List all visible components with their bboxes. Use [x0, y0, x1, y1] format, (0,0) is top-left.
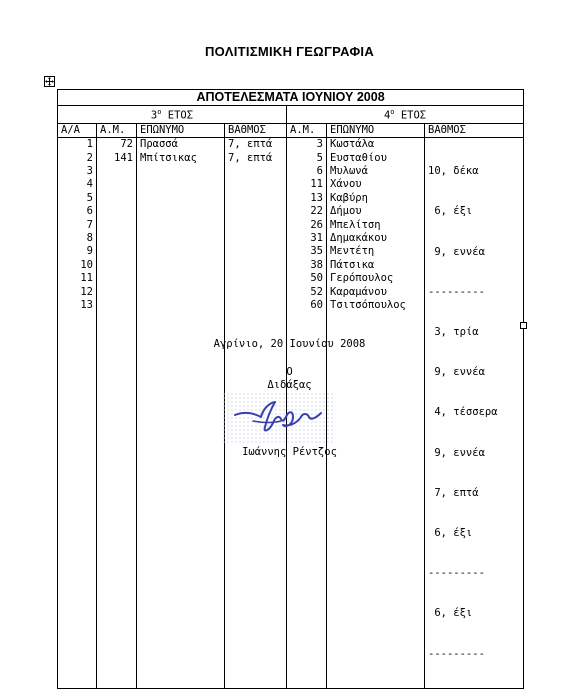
article-o: Ο: [286, 366, 293, 378]
grade-cell: 6, έξι: [428, 205, 473, 218]
year3-surname-column: [137, 138, 225, 688]
aa-cell: 1: [86, 138, 93, 151]
aa-cell: 10: [80, 258, 93, 271]
am-cell: 13: [310, 191, 323, 204]
col-header-grade: ΒΑΘΜΟΣ: [225, 123, 287, 137]
teacher-name: Ιωάννης Ρέντζος: [242, 446, 337, 458]
table-move-handle-icon[interactable]: [44, 76, 55, 87]
surname-cell: Μπίτσικας: [140, 151, 197, 164]
aa-cell: 5: [86, 191, 93, 204]
grade-cell: 7, επτά: [228, 151, 273, 164]
am-cell: 60: [310, 299, 323, 311]
aa-cell: 13: [80, 299, 93, 311]
surname-cell: Πρασσά: [140, 138, 178, 151]
grade-cell: 4, τέσσερα: [428, 406, 498, 419]
grade-cell: 9, εννέα: [428, 366, 485, 379]
am-cell: 5: [316, 151, 323, 164]
aa-cell: 7: [86, 218, 93, 231]
aa-cell: 3: [86, 165, 93, 178]
grade-cell: 9, εννέα: [428, 245, 485, 258]
am-cell: 3: [316, 138, 323, 151]
aa-cell: 2: [86, 151, 93, 164]
col-header-am: Α.Μ.: [97, 123, 137, 137]
surname-cell: Καραμάνου: [330, 285, 387, 298]
am-cell: 50: [310, 272, 323, 285]
year4-header: $4^o$ ΕΤΟΣ: [287, 106, 524, 124]
year4-grade-column: [425, 138, 524, 688]
grade-cell: 10, δέκα: [428, 165, 479, 178]
surname-cell: Κωστάλα: [330, 138, 375, 151]
document-title: ΠΟΛΙΤΙΣΜΙΚΗ ΓΕΩΓΡΑΦΙΑ: [204, 44, 375, 59]
surname-cell: Ευσταθίου: [330, 151, 387, 164]
year3-am-column: [97, 138, 137, 688]
place-and-date: Αγρίνιο, 20 Ιουνίου 2008: [213, 338, 366, 350]
surname-cell: Τσιτσόπουλος: [330, 299, 406, 311]
am-cell: 38: [310, 258, 323, 271]
am-cell: 11: [310, 178, 323, 191]
am-cell: 22: [310, 205, 323, 218]
am-cell: 26: [310, 218, 323, 231]
surname-cell: Μεντέτη: [330, 245, 375, 258]
aa-cell: 11: [80, 272, 93, 285]
table-heading: ΑΠΟΤΕΛΕΣΜΑΤΑ ΙΟΥΝΙΟΥ 2008: [58, 90, 524, 106]
grade-cell: ---------: [428, 285, 485, 298]
grade-cell: 7, επτά: [428, 486, 479, 499]
surname-cell: Δήμου: [330, 205, 362, 218]
year4-surname-column: [327, 138, 425, 688]
aa-cell: 8: [86, 232, 93, 245]
am-cell: 141: [114, 151, 133, 164]
table-resize-handle[interactable]: [520, 322, 527, 329]
aa-column: [58, 138, 97, 688]
surname-cell: Μυλωνά: [330, 165, 368, 178]
grade-cell: ---------: [428, 567, 485, 580]
grade-cell: 6, έξι: [428, 607, 473, 620]
grade-cell: ---------: [428, 647, 485, 660]
surname-cell: Γερόπουλος: [330, 272, 394, 285]
surname-cell: Καβύρη: [330, 191, 368, 204]
surname-cell: Χάνου: [330, 178, 362, 191]
col-header-am-year4: Α.Μ.: [287, 123, 327, 137]
am-cell: 72: [120, 138, 133, 151]
grade-cell: 7, επτά: [228, 138, 273, 151]
col-header-grade-year4: ΒΑΘΜΟΣ: [425, 123, 524, 137]
am-cell: 35: [310, 245, 323, 258]
surname-cell: Πάτσικα: [330, 258, 375, 271]
col-header-surname: ΕΠΩΝΥΜΟ: [137, 123, 225, 137]
am-cell: 6: [316, 165, 323, 178]
grade-cell: 6, έξι: [428, 526, 473, 539]
surname-cell: Δημακάκου: [330, 232, 387, 245]
grade-cell: 9, εννέα: [428, 446, 485, 459]
signature-image: [223, 393, 333, 443]
surname-cell: Μπελίτση: [330, 218, 381, 231]
grade-cell: 3, τρία: [428, 325, 479, 338]
aa-cell: 4: [86, 178, 93, 191]
year3-header: $3^o$ ΕΤΟΣ: [58, 106, 287, 124]
teacher-label: Διδάξας: [267, 379, 312, 391]
col-header-aa: Α/Α: [58, 123, 97, 137]
am-cell: 31: [310, 232, 323, 245]
aa-cell: 9: [86, 245, 93, 258]
am-cell: 52: [310, 285, 323, 298]
aa-cell: 6: [86, 205, 93, 218]
col-header-surname-year4: ΕΠΩΝΥΜΟ: [327, 123, 425, 137]
aa-cell: 12: [80, 285, 93, 298]
